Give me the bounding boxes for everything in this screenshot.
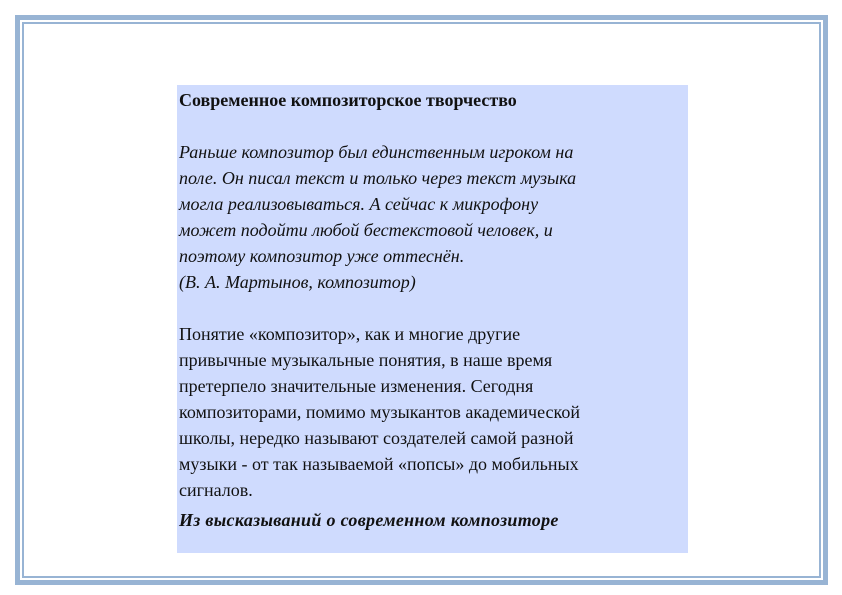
paragraph-line: композиторами, помимо музыкантов академической bbox=[179, 402, 580, 422]
highlighted-text-block bbox=[177, 85, 688, 553]
paragraph-line: Понятие «композитор», как и многие другие bbox=[179, 324, 521, 344]
paragraph-line: привычные музыкальные понятия, в наше время bbox=[179, 350, 553, 370]
quote-line: поэтому композитор уже оттеснён. bbox=[179, 246, 465, 266]
quote-attribution: (В. А. Мартынов, композитор) bbox=[179, 272, 416, 292]
paragraph-line: претерпело значительные изменения. Сегодня bbox=[179, 376, 534, 396]
quote-line: Раньше композитор был единственным игроком на bbox=[179, 142, 574, 162]
paragraph-line: сигналов. bbox=[179, 480, 253, 500]
paragraph-line: школы, нередко называют создателей самой разной bbox=[179, 428, 574, 448]
spacer bbox=[179, 113, 686, 139]
block-title: Современное композиторское творчество bbox=[179, 90, 517, 110]
quote-line: могла реализовываться. А сейчас к микрофону bbox=[179, 194, 539, 214]
footer-heading: Из высказываний о современном композиторе bbox=[179, 510, 559, 530]
quote-line: поле. Он писал текст и только через текст музыка bbox=[179, 168, 577, 188]
body-paragraph bbox=[179, 321, 686, 503]
quote-line: может подойти любой бестекстовой человек, и bbox=[179, 220, 553, 240]
paragraph-line: музыки - от так называемой «попсы» до мобильных bbox=[179, 454, 579, 474]
spacer bbox=[179, 295, 686, 321]
quote bbox=[179, 139, 686, 295]
